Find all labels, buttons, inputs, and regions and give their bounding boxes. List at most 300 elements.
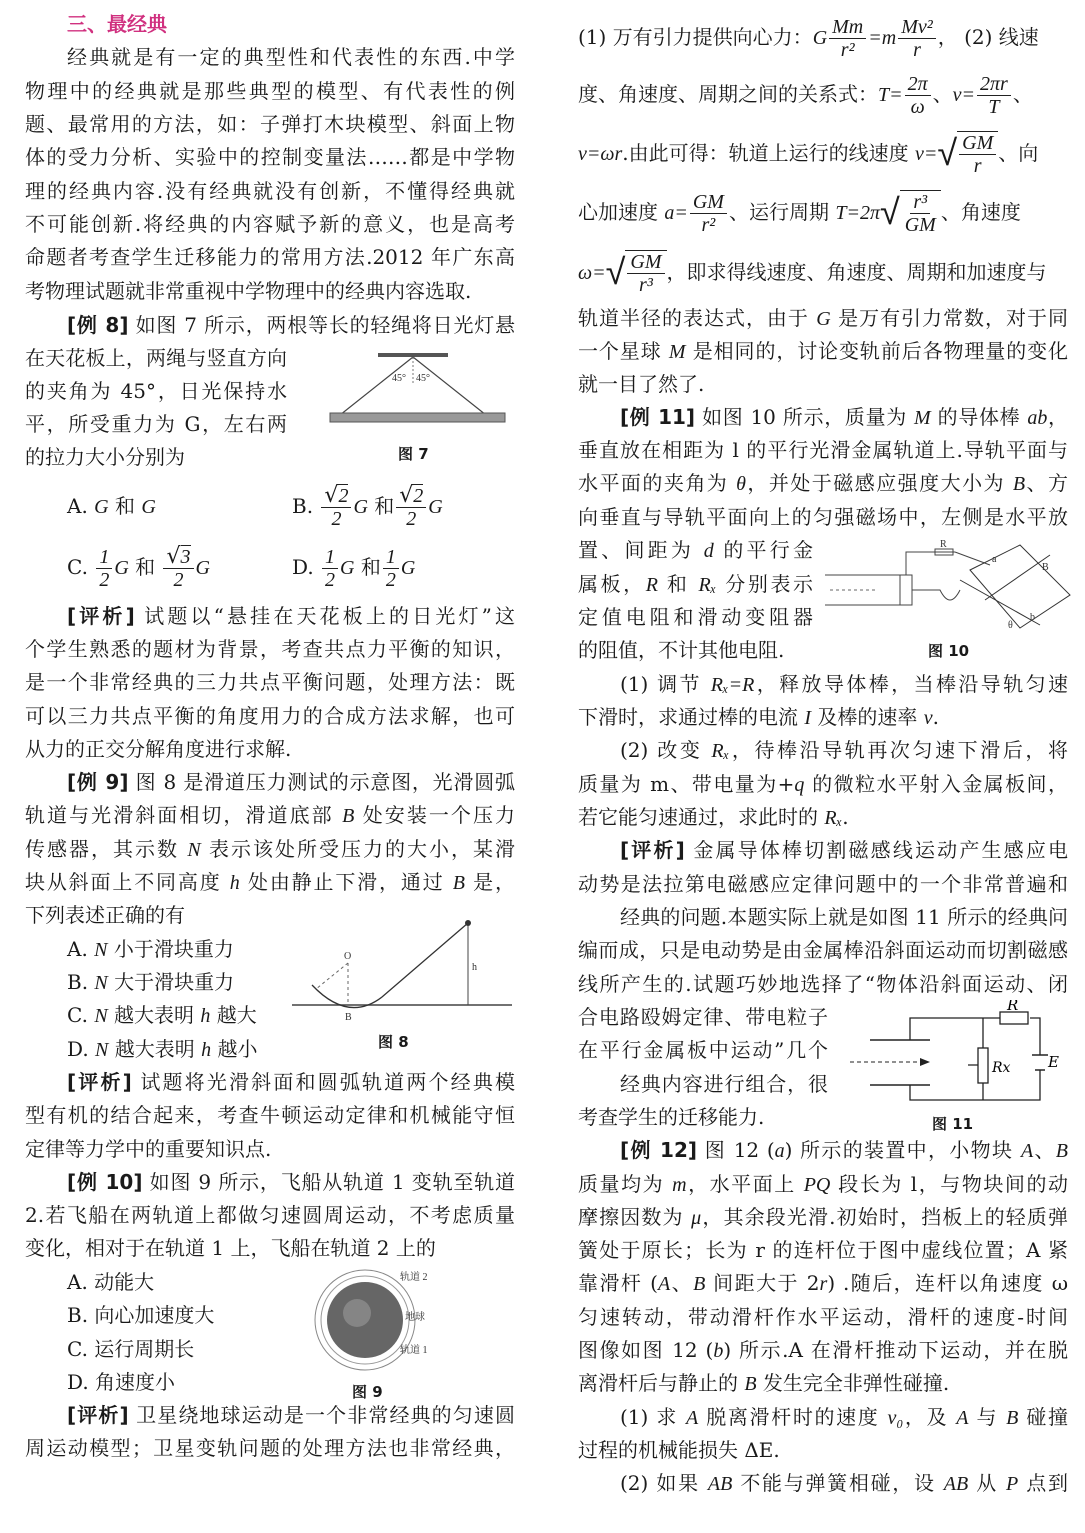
text-run: 水平面的夹角为 (578, 471, 737, 495)
text-group (67, 45, 515, 69)
figure-7-lamp-diagram (320, 345, 515, 435)
fraction (902, 191, 939, 236)
text-group (166, 545, 190, 567)
text-run: ，即求得线速度、角速度、周期和加速度与 (666, 259, 1047, 284)
text-run: 编而成，只是电动势是由金属棒沿斜面运动而切割磁感 (578, 938, 1068, 962)
text-group (578, 805, 849, 829)
text-line (25, 241, 515, 274)
numerator (396, 484, 426, 509)
text-run: 图 8 是滑道压力测试的示意图，光滑圆弧 (128, 770, 515, 794)
text-run: 的拉力大小分别为 (25, 445, 185, 469)
text-run: 越大表明 (107, 1003, 201, 1027)
example-label: [评析] (67, 1070, 132, 1094)
text-line (578, 934, 1068, 967)
text-run: 的夹角为 45°，日光保持水 (25, 379, 287, 403)
math-symbol: B (693, 1273, 706, 1295)
field-b-label: B (1042, 562, 1049, 573)
text-run: 垂直放在相距为 l 的平行光滑金属轨道上.导轨平面与 (578, 438, 1068, 462)
formula-line (578, 7, 1068, 67)
math-symbol: m (672, 1174, 687, 1196)
text-group (25, 803, 515, 827)
text-group (25, 412, 287, 441)
text-run: 可以三力共点平衡的角度用力的合成方法求解，也可 (25, 704, 515, 728)
fraction (627, 251, 664, 296)
text-group (67, 1403, 515, 1427)
text-group (25, 379, 287, 403)
text-group (578, 1005, 828, 1029)
text-group (25, 112, 515, 136)
text-group (578, 872, 1068, 896)
text-run: 在平行金属板中运动”几个 (578, 1038, 828, 1062)
text-run: 动势是法拉第电磁感应定律问题中的一个非常普遍和 (578, 872, 1068, 896)
text-run: 越小 (211, 1037, 258, 1061)
text-group (324, 484, 348, 506)
text-run: 定律等力学中的重要知识点. (25, 1137, 272, 1161)
math-symbol: N (95, 1039, 109, 1061)
text-group (25, 445, 185, 469)
text-run: 下列表述正确的有 (25, 903, 185, 927)
answer-option (67, 543, 210, 593)
text-run: ) 所示.A 在滑杆推动下运动，并在脱 (723, 1338, 1068, 1362)
text-run: 1 (385, 545, 396, 568)
answer-options-row (25, 543, 515, 593)
answer-option (25, 1033, 557, 1066)
answer-options-row (25, 482, 515, 532)
text-line (578, 801, 1068, 834)
text-run: 卫星绕地球运动是一个非常经典的匀速圆 (128, 1403, 515, 1427)
text-run: 体的受力分析、实验中的控制变量法……都是中学物 (25, 145, 515, 169)
text-run: 2 (99, 568, 110, 591)
math-symbol: M (913, 407, 931, 429)
text-run: 大于滑块重力 (107, 970, 235, 994)
text-line (25, 375, 287, 408)
figure-8-caption: 图 8 (378, 1033, 409, 1051)
emf-e-label: E (1048, 1053, 1059, 1071)
point-b-label: B (345, 1012, 352, 1023)
denominator (971, 155, 985, 177)
text-run: 2 (385, 568, 396, 591)
text-line (578, 1001, 828, 1034)
text-run: 和 (128, 554, 162, 579)
text-run: 碰撞 (1018, 1405, 1068, 1429)
text-run: ，水平面上 (686, 1172, 804, 1196)
text-group (578, 605, 813, 629)
orbit-2-label: 轨道 2 (400, 1272, 428, 1283)
text-line (25, 1099, 515, 1132)
text-run: 脱离滑杆时的速度 (698, 1405, 888, 1429)
text-group (620, 905, 1068, 934)
math-symbol: Rₓ (698, 574, 717, 596)
math-symbol: M (668, 341, 686, 363)
text-run: 的微粒水平射入金属板间， (804, 772, 1068, 796)
fraction (383, 546, 399, 591)
text-group (67, 313, 515, 342)
fraction (829, 16, 866, 61)
radicand (413, 484, 423, 507)
text-group (67, 604, 515, 628)
text-run: r³ (913, 191, 928, 213)
math-symbol: B (744, 1373, 757, 1395)
text-run: 摩擦因数为 (578, 1205, 692, 1229)
math-symbol: μ (691, 1207, 702, 1229)
text-line (578, 1401, 1068, 1434)
math-symbol: AB (943, 1473, 969, 1495)
fraction (163, 545, 193, 592)
text-run: 簧处于原长；长为 r 的连杆位于图中虚线位置；A 紧 (578, 1238, 1068, 1262)
text-group (67, 1170, 515, 1194)
text-run: 、向 (998, 140, 1039, 165)
text-line (25, 866, 515, 899)
text-line (25, 309, 515, 342)
text-line (25, 175, 515, 208)
text-run: ω (910, 95, 925, 118)
text-run: 、方 (1025, 471, 1068, 495)
math-symbol: G (428, 495, 443, 518)
text-line (25, 799, 515, 832)
text-run: 不能与弹簧相碰，设 (732, 1471, 944, 1495)
text-group (25, 179, 515, 203)
text-group (25, 1137, 271, 1161)
text-group (578, 1271, 1068, 1295)
radical-sign: √ (879, 192, 900, 233)
text-line (578, 1168, 1068, 1201)
figure-10-rail-diagram (820, 540, 1075, 635)
square-root (399, 484, 423, 507)
text-run: 和 (108, 494, 142, 518)
text-run: 、 (1033, 1138, 1056, 1162)
text-line (578, 1134, 1068, 1167)
math-symbol: T=2π (835, 201, 880, 224)
text-run: 间距大于 2 (705, 1271, 820, 1295)
figure-11-circuit-diagram (840, 1000, 1070, 1110)
radical-sign: √ (605, 252, 626, 293)
text-run: 周运动模型；卫星变轨问题的处理方法也非常经典， (25, 1436, 515, 1460)
denominator (322, 569, 338, 591)
text-group (67, 1070, 515, 1094)
text-run: ，并处于磁感应强度大小为 (745, 471, 1013, 495)
math-symbol: v (923, 707, 933, 729)
text-run: (1) 求 (620, 1405, 686, 1429)
text-line (578, 302, 1068, 335)
text-line (578, 467, 1068, 500)
math-symbol: θ (736, 473, 746, 495)
text-run: 块从斜面上不同高度 (25, 870, 230, 894)
text-run: 命题者考查学生迁移能力的常用方法.2012 年广东高 (25, 245, 515, 269)
text-line (578, 534, 813, 567)
text-run: 度、角速度、周期之间的关系式： (578, 81, 878, 106)
fraction (959, 132, 996, 177)
text-run: 、运行周期 (728, 199, 836, 224)
text-run: 轨道与光滑斜面相切，滑道底部 (25, 803, 343, 827)
text-group (67, 545, 210, 592)
denominator (171, 569, 187, 591)
text-group (578, 1305, 1068, 1329)
numerator (898, 16, 936, 39)
math-symbol: PQ (803, 1174, 831, 1196)
earth-label: 地球 (405, 1312, 425, 1323)
numerator (383, 546, 399, 569)
text-line (578, 434, 1068, 467)
height-label: h (472, 962, 477, 973)
radical-sign: √ (324, 482, 339, 508)
radical-sign: √ (937, 133, 958, 174)
text-run: ) .随后，连杆以角速度 ω (827, 1271, 1068, 1295)
denominator (699, 214, 719, 236)
math-symbol: d (703, 540, 714, 562)
text-group (25, 279, 471, 303)
math-symbol: v₀ (887, 1407, 904, 1429)
math-symbol: ab (1027, 407, 1048, 429)
text-run: 心加速度 (578, 199, 665, 224)
math-symbol: G (114, 556, 129, 579)
text-line (25, 208, 515, 241)
text-line (25, 1432, 515, 1465)
text-line (578, 1367, 1068, 1400)
text-run: 置、间距为 (578, 538, 704, 562)
text-run: 个学生熟悉的题材为背景，考查共点力平衡的知识， (25, 637, 515, 661)
text-line (578, 768, 1068, 801)
math-symbol: b (713, 1340, 724, 1362)
text-group (620, 1138, 1068, 1162)
text-run: GM (630, 251, 662, 273)
text-group (67, 1303, 214, 1327)
text-run: 定值电阻和滑动变阻器 (578, 605, 813, 629)
denominator (96, 569, 112, 591)
radicand (181, 545, 191, 568)
text-group (578, 306, 1068, 330)
text-run: (1) 调节 (620, 672, 711, 696)
text-line (578, 1334, 1068, 1367)
text-line (25, 342, 287, 375)
text-run: 的平行金 (713, 538, 813, 562)
text-run: 的阻值，不计其他电阻. (578, 638, 785, 662)
text-run: 2 (331, 508, 342, 531)
text-group (67, 1370, 175, 1394)
text-run: B. 向心加速度大 (67, 1303, 215, 1327)
text-run: 一个星球 (578, 339, 669, 363)
math-symbol: A (956, 1407, 969, 1429)
text-run: 是一个非常经典的三力共点平衡问题，处理方法：既 (25, 670, 515, 694)
text-run: ，及 (903, 1405, 957, 1429)
text-group (620, 738, 1068, 762)
orbit-1-label: 轨道 1 (400, 1345, 428, 1356)
text-line (578, 601, 813, 634)
text-run: ， (2) 线速 (937, 24, 1039, 49)
text-run: r³ (639, 274, 653, 296)
text-run: ，其余段光滑.初始时，挡板上的轻质弹 (701, 1205, 1068, 1229)
text-group (578, 972, 1068, 996)
text-line (25, 1199, 515, 1232)
math-symbol: h (200, 1005, 211, 1027)
text-run: 质量为 m、带电量为+ (578, 772, 795, 796)
math-symbol: B (342, 805, 355, 827)
answer-option (67, 482, 156, 532)
text-line (578, 1467, 1068, 1500)
text-run: . (932, 705, 939, 729)
numerator (905, 73, 931, 96)
text-group (25, 1203, 515, 1227)
text-group (25, 704, 515, 728)
text-line (25, 408, 287, 441)
text-group (578, 1438, 780, 1462)
math-symbol: q (794, 774, 805, 796)
text-group (578, 1338, 1068, 1362)
math-symbol: v= (915, 142, 938, 165)
text-run: 和 (657, 572, 699, 596)
text-run: 从 (968, 1471, 1007, 1495)
math-symbol: N (187, 839, 201, 861)
text-run: 向垂直与导轨平面向上的匀强磁场中，左侧是水平放 (578, 505, 1068, 529)
text-line (25, 600, 515, 633)
example-label: [例 11] (620, 405, 696, 429)
text-run: 试题将光滑斜面和圆弧轨道两个经典模 (131, 1070, 515, 1094)
text-line (25, 766, 515, 799)
text-run: 如图 10 所示，质量为 (695, 405, 914, 429)
math-symbol: r (819, 1273, 828, 1295)
text-line (578, 368, 1068, 401)
text-line (578, 1267, 1068, 1300)
text-run: 属板， (578, 572, 646, 596)
text-run: 、 (1012, 81, 1033, 106)
math-symbol: Rₓ=R (710, 674, 755, 696)
text-run: . (842, 805, 849, 829)
text-run: .由此可得：轨道上运行的线速度 (622, 140, 915, 165)
text-group (25, 903, 185, 927)
text-line (25, 833, 515, 866)
text-run: ) 所示的装置中，小物块 (784, 1138, 1021, 1162)
text-line (25, 41, 515, 74)
text-run: (2) 如果 (620, 1471, 708, 1495)
text-run: 处由静止下滑，通过 (239, 870, 453, 894)
text-line (578, 401, 1068, 434)
text-group (578, 242, 1047, 303)
text-group (578, 572, 813, 596)
text-run: 若它能匀速通过，求此时的 (578, 805, 825, 829)
fraction (396, 484, 426, 531)
text-group (67, 1003, 257, 1027)
example-label: [评析] (67, 604, 135, 628)
text-run: 小于滑块重力 (107, 937, 234, 961)
fraction (321, 484, 351, 531)
text-line (578, 1234, 1068, 1267)
text-run: 考物理试题就非常重视中学物理中的经典内容选取. (25, 279, 472, 303)
section-heading (25, 8, 557, 41)
math-symbol: ω= (578, 261, 606, 284)
text-group (25, 212, 515, 236)
math-symbol: h (229, 872, 240, 894)
fraction (905, 73, 931, 118)
text-line (25, 1133, 515, 1166)
math-symbol: G (141, 496, 156, 518)
figure-9-caption: 图 9 (352, 1383, 383, 1401)
text-run: 1 (325, 545, 336, 568)
text-run: 2πr (980, 72, 1008, 95)
math-symbol: T= (878, 83, 903, 106)
denominator (908, 96, 928, 118)
text-line (578, 1201, 1068, 1234)
text-run: B. (67, 970, 95, 994)
text-group (67, 12, 167, 36)
text-run: D. (67, 1037, 96, 1061)
math-symbol: B (1055, 1140, 1068, 1162)
text-run: 与 (968, 1405, 1007, 1429)
text-run: C. 运行周期长 (67, 1337, 195, 1361)
text-group (67, 1337, 194, 1361)
text-run: 2 (413, 485, 424, 508)
text-group (578, 7, 1039, 68)
text-line (25, 1166, 515, 1199)
numerator (959, 132, 996, 155)
text-run: 型有机的结合起来，考查牛顿运动定律和机械能守恒 (25, 1103, 515, 1127)
radical-sign: √ (166, 543, 181, 569)
text-run: 、 (932, 81, 953, 106)
denominator (985, 96, 1002, 118)
text-run: 平，所受重力为 G，左右两 (25, 412, 287, 436)
numerator (690, 191, 727, 214)
text-run: 是相同的，讨论变轨前后各物理量的变化 (685, 339, 1068, 363)
text-group (620, 838, 1068, 862)
example-label: [例 9] (67, 770, 129, 794)
text-run: 、角速度 (940, 199, 1021, 224)
fraction (977, 73, 1011, 118)
text-group (25, 637, 515, 661)
math-symbol: Rₓ (824, 807, 843, 829)
angle-label: 45° (416, 373, 430, 384)
text-run: 题、最常用的方法，如：子弹打木块模型、斜面上物 (25, 112, 515, 136)
text-run: 发生完全非弹性碰撞. (756, 1371, 950, 1395)
math-symbol: a= (664, 201, 688, 224)
figure-9-orbit-diagram (305, 1265, 510, 1375)
text-line (578, 634, 813, 667)
math-symbol: I (804, 707, 812, 729)
example-label: [例 8] (67, 313, 129, 337)
math-symbol: Rₓ (711, 740, 730, 762)
math-symbol: P (1006, 1473, 1019, 1495)
text-run: D. 角速度小 (67, 1370, 176, 1394)
text-group (578, 1371, 949, 1395)
numerator (910, 191, 930, 214)
text-group (578, 438, 1068, 462)
text-run: 2.若飞船在两轨道上都做匀速圆周运动，不考虑质量 (25, 1203, 515, 1227)
text-run: 经典就是有一定的典型性和代表性的东西.中学 (67, 45, 515, 69)
text-run: ，释放导体棒，当棒沿导轨匀速 (754, 672, 1068, 696)
text-run: 在天花板上，两绳与竖直方向 (25, 346, 287, 370)
text-run: 质量均为 (578, 1172, 673, 1196)
text-group (578, 471, 1068, 495)
numerator (163, 545, 193, 570)
text-line (578, 1101, 828, 1134)
figure-11-caption: 图 11 (932, 1115, 974, 1133)
text-run: 图 12 ( (697, 1138, 775, 1162)
text-run: 物理中的经典就是那些典型的模型、有代表性的例 (25, 79, 515, 103)
figure-7-caption: 图 7 (398, 445, 429, 463)
text-line (578, 501, 1068, 534)
text-line (578, 734, 1068, 767)
text-run: T (988, 95, 1000, 118)
text-run: 就一目了然了. (578, 372, 705, 396)
text-line (578, 668, 1068, 701)
text-run: 如图 9 所示，飞船从轨道 1 变轨至轨道 (142, 1170, 515, 1194)
text-run: C. (67, 554, 95, 579)
math-symbol: B (1006, 1407, 1019, 1429)
text-run: 从力的正交分解角度进行求解. (25, 737, 292, 761)
text-run: 3 (180, 546, 191, 569)
text-group (578, 1038, 828, 1062)
math-symbol: G (353, 495, 368, 518)
text-line (578, 968, 1068, 1001)
math-symbol: A (686, 1407, 699, 1429)
text-group (67, 937, 234, 961)
